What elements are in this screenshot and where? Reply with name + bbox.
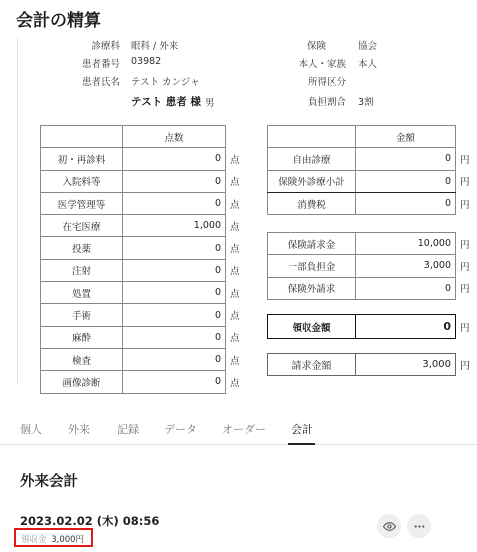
row-unit: 点 [230, 288, 240, 300]
received-amount-table [267, 314, 472, 339]
burden-label: 負担割合 [307, 97, 346, 108]
row-value: 0 [123, 237, 226, 259]
row-unit: 円 [460, 261, 470, 273]
row-value: 0 [356, 148, 456, 170]
eye-icon [383, 520, 396, 533]
row-label: 処置 [41, 282, 123, 304]
billed-unit: 円 [460, 361, 470, 372]
table-row [268, 233, 472, 255]
table-row [41, 170, 242, 192]
table-row [41, 304, 242, 326]
table-row [268, 277, 472, 299]
dept-value: 眼科 / 外来 [131, 41, 179, 52]
row-value: 0 [123, 259, 226, 281]
table-row [268, 148, 472, 170]
patient-name-label: 患者氏名 [81, 77, 120, 88]
row-label: 保険外診療小計 [268, 170, 356, 192]
tab-outpatient[interactable]: 外来 [68, 423, 90, 436]
row-value: 0 [123, 304, 226, 326]
tab-bar [0, 412, 477, 445]
row-value: 0 [123, 371, 226, 393]
row-label: 手術 [41, 304, 123, 326]
patient-name-kana: テスト カンジャ [131, 77, 200, 88]
table-row [41, 326, 242, 348]
tab-data[interactable]: データ [164, 423, 197, 436]
row-label: 保険請求金 [268, 233, 356, 255]
row-unit: 円 [460, 239, 470, 251]
row-label: 一部負担金 [268, 255, 356, 277]
patient-id-label: 患者番号 [81, 59, 120, 70]
row-unit: 点 [230, 333, 240, 345]
row-unit: 円 [460, 199, 470, 211]
row-unit: 点 [230, 355, 240, 367]
row-label: 入院料等 [41, 170, 123, 192]
row-unit: 点 [230, 244, 240, 256]
insurance-value: 協会 [358, 41, 378, 52]
table-row [41, 148, 242, 170]
tab-accounting[interactable]: 会計 [291, 423, 313, 436]
receipt-value: 3,000円 [51, 535, 85, 545]
tab-personal[interactable]: 個人 [20, 423, 42, 436]
row-value: 0 [123, 326, 226, 348]
row-value: 3,000 [356, 255, 456, 277]
row-label: 自由診療 [268, 148, 356, 170]
tab-records[interactable]: 記録 [117, 423, 139, 436]
received-unit: 円 [460, 322, 470, 334]
row-unit: 点 [230, 199, 240, 211]
relation-value: 本人 [358, 59, 378, 70]
received-label: 領収金額 [268, 315, 356, 339]
row-value: 0 [123, 348, 226, 370]
row-label: 消費税 [268, 192, 356, 214]
billed-amount-table [267, 353, 472, 376]
table-row [41, 282, 242, 304]
points-header-blank [41, 126, 123, 148]
row-label: 画像診断 [41, 371, 123, 393]
table-row [268, 255, 472, 277]
table-row [41, 259, 242, 281]
amount-table-other [267, 125, 472, 215]
table-row [41, 371, 242, 393]
points-header: 点数 [123, 126, 226, 148]
table-row [41, 215, 242, 237]
row-label: 保険外請求 [268, 277, 356, 299]
table-row [41, 237, 242, 259]
row-unit: 点 [230, 311, 240, 323]
row-unit: 点 [230, 154, 240, 166]
amount-header: 金額 [356, 126, 456, 148]
row-value: 10,000 [356, 233, 456, 255]
received-row [268, 315, 472, 339]
patient-id-value: 03982 [131, 56, 162, 67]
section-title: 外来会計 [20, 474, 78, 490]
income-label: 所得区分 [307, 77, 346, 88]
points-header-row [41, 126, 242, 148]
burden-value: 3割 [358, 97, 374, 108]
row-unit: 円 [460, 177, 470, 189]
page-title: 会計の精算 [16, 11, 101, 31]
row-value: 0 [123, 282, 226, 304]
amount-header-blank [268, 126, 356, 148]
divider [17, 38, 18, 384]
relation-label: 本人・家族 [298, 59, 346, 70]
received-value: 0 [356, 315, 456, 339]
amount-table-insurance [267, 232, 472, 300]
row-label: 医学管理等 [41, 192, 123, 214]
tab-orders[interactable]: オーダー [222, 423, 266, 436]
visit-datetime[interactable]: 2023.02.02 (木) 08:56 [20, 514, 160, 528]
active-tab-indicator [288, 443, 315, 445]
table-row [41, 348, 242, 370]
insurance-label: 保険 [306, 41, 326, 52]
amount-header-row [268, 126, 472, 148]
table-row [268, 170, 472, 192]
billed-row [268, 354, 472, 376]
row-label: 注射 [41, 259, 123, 281]
row-value: 0 [356, 192, 456, 214]
more-horizontal-icon [413, 520, 426, 533]
row-unit: 点 [230, 177, 240, 189]
row-unit: 円 [460, 284, 470, 296]
table-row [41, 192, 242, 214]
row-value: 0 [356, 170, 456, 192]
row-value: 1,000 [123, 215, 226, 237]
row-label: 在宅医療 [41, 215, 123, 237]
dept-label: 診療科 [91, 41, 120, 52]
row-value: 0 [356, 277, 456, 299]
billed-value: 3,000 [356, 354, 456, 376]
row-unit: 点 [230, 266, 240, 278]
row-unit: 円 [460, 154, 470, 166]
patient-sex: 男 [205, 98, 215, 109]
row-value: 0 [123, 170, 226, 192]
row-unit: 点 [230, 377, 240, 389]
row-label: 投薬 [41, 237, 123, 259]
row-value: 0 [123, 192, 226, 214]
row-label: 麻酔 [41, 326, 123, 348]
table-row [268, 192, 472, 214]
row-label: 検査 [41, 348, 123, 370]
view-button[interactable] [377, 514, 401, 538]
more-options-button[interactable] [407, 514, 431, 538]
row-label: 初・再診料 [41, 148, 123, 170]
points-table [40, 125, 242, 394]
patient-name-full: テスト 患者 様 [131, 96, 201, 108]
billed-label: 請求金額 [268, 354, 356, 376]
row-unit: 点 [230, 221, 240, 233]
row-value: 0 [123, 148, 226, 170]
receipt-amount-badge [14, 528, 93, 547]
receipt-label: 領収金 [21, 535, 47, 545]
